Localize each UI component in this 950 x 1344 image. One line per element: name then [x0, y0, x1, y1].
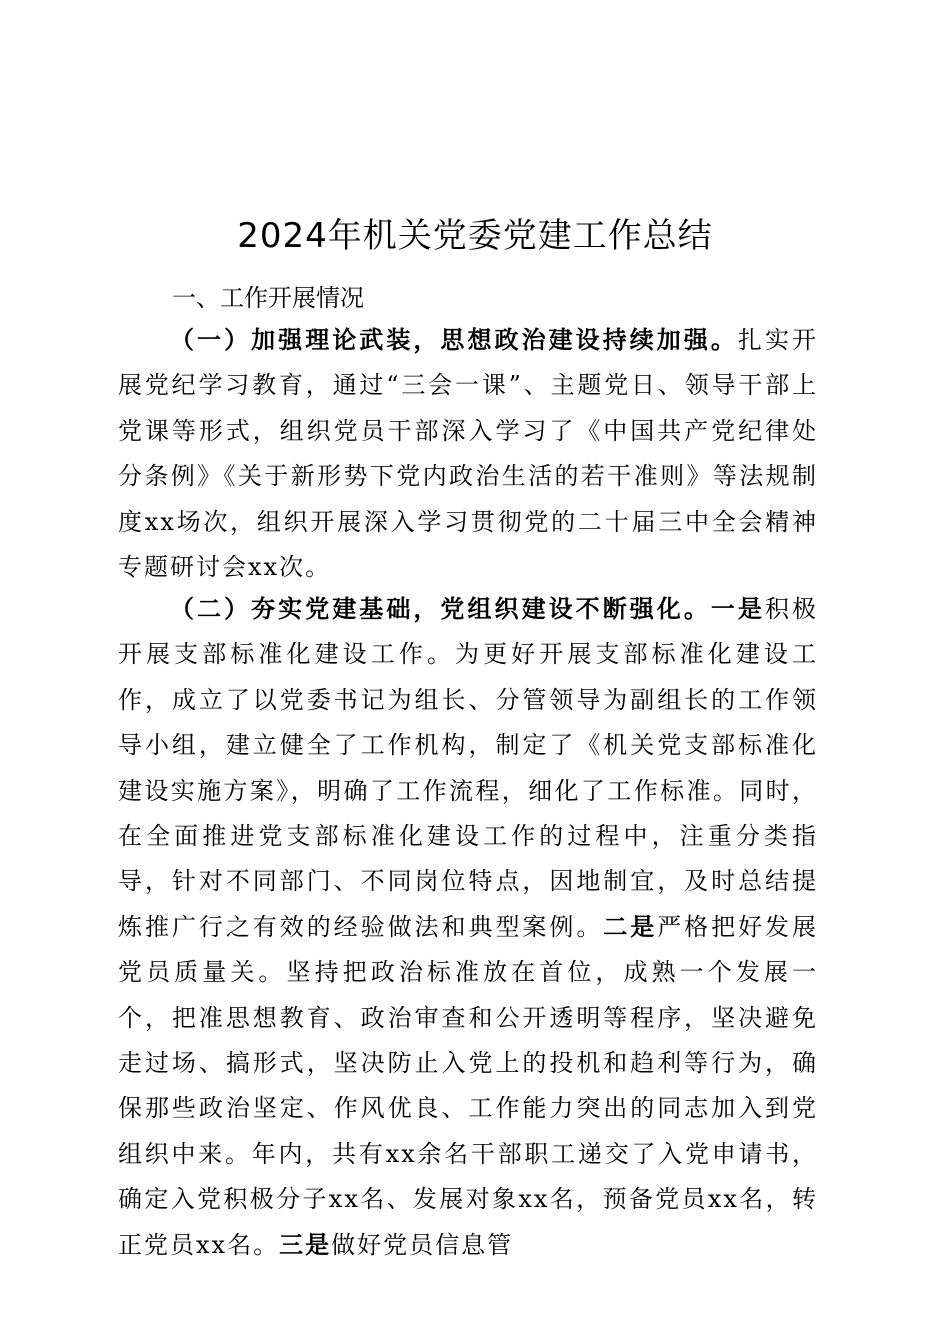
- item-marker: 一是: [710, 595, 765, 623]
- paragraph-lead: （一）加强理论武装，思想政治建设持续加强。: [170, 326, 738, 354]
- paragraph-organization: [118, 587, 818, 1268]
- item-marker: 二是: [603, 912, 658, 941]
- item-marker: 三是: [279, 1230, 332, 1259]
- item-text: 严格把好发展党员质量关。坚持把政治标准放在首位，成熟一个发展一个，把准思想教育、政治审查和公开透明等程序，坚决避免走过场、搞形式，坚决防止入党上的投机和趋利等行为，确保那些政治坚定、作风优良、工作能力突出的同志加入到党组织中来。年内，共有xx余名干部职工递交了入党申请书，确定入党积极分子xx名、发展对象xx名，预备党员xx名，转正党员xx名。: [118, 912, 819, 1259]
- paragraph-lead: （二）夯实党建基础，党组织建设不断强化。: [170, 595, 711, 623]
- document-title: 2024年机关党委党建工作总结: [237, 216, 713, 256]
- paragraph-body: 扎实开展党纪学习教育，通过“三会一课”、主题党日、领导干部上党课等形式，组织党员干部深入学习了《中国共产党纪律处分条例》《关于新形势下党内政治生活的若干准则》等法规制度xx场次，组织开展深入学习贯彻党的二十届三中全会精神专题研讨会xx次。: [118, 326, 819, 582]
- item-text: 积极开展支部标准化建设工作。为更好开展支部标准化建设工作，成立了以党委书记为组长、分管领导为副组长的工作领导小组，建立健全了工作机构，制定了《机关党支部标准化建设实施方案》，明确了工作流程，细化了工作标准。同时，在全面推进党支部标准化建设工作的过程中，注重分类指导，针对不同部门、不同岗位特点，因地制宜，及时总结提炼推广行之有效的经验做法和典型案例。: [118, 595, 819, 941]
- item-text: 做好党员信息管: [331, 1230, 514, 1259]
- section-heading: 一、工作开展情况: [172, 284, 364, 312]
- paragraph-theory: [118, 318, 818, 590]
